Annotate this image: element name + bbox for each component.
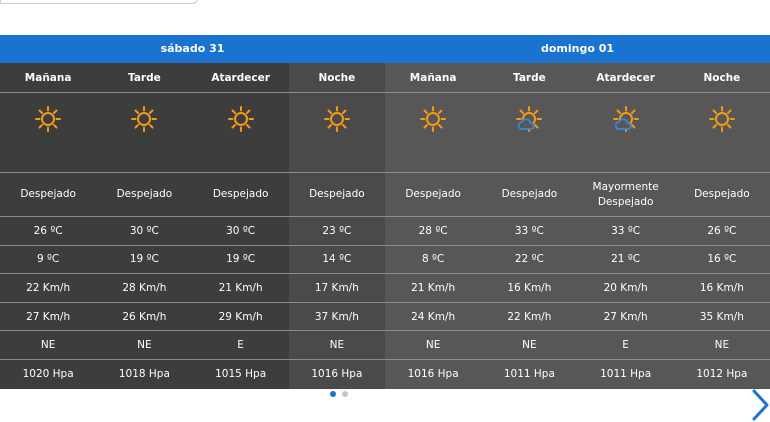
wind-speed: 16 Km/h xyxy=(674,274,770,303)
wind-gust: 22 Km/h xyxy=(481,303,577,332)
weather-icon xyxy=(289,93,385,145)
carousel-pagination xyxy=(330,391,348,397)
wind-gust: 27 Km/h xyxy=(0,303,96,332)
empty-row xyxy=(385,145,481,173)
empty-row xyxy=(193,145,289,173)
period-column xyxy=(193,63,289,389)
sun-icon xyxy=(227,105,255,133)
sun-icon xyxy=(708,105,736,133)
max-temp: 23 ºC xyxy=(289,217,385,246)
wind-gust: 37 Km/h xyxy=(289,303,385,332)
sun-cloud-icon xyxy=(612,105,640,133)
condition-text: Despejado xyxy=(0,173,96,217)
wind-gust: 35 Km/h xyxy=(674,303,770,332)
max-temp: 33 ºC xyxy=(578,217,674,246)
sun-icon xyxy=(130,105,158,133)
period-column xyxy=(289,63,385,389)
wind-speed: 21 Km/h xyxy=(385,274,481,303)
wind-direction: NE xyxy=(481,331,577,360)
pressure: 1011 Hpa xyxy=(600,368,652,381)
condition-text: Despejado xyxy=(385,173,481,217)
wind-speed: 17 Km/h xyxy=(289,274,385,303)
wind-direction: E xyxy=(578,331,674,360)
pagination-dot-1[interactable] xyxy=(330,391,336,397)
weather-icon xyxy=(481,93,577,145)
period-column xyxy=(578,63,674,389)
period-column xyxy=(96,63,192,389)
condition-text: Despejado xyxy=(193,173,289,217)
pressure: 1016 Hpa xyxy=(407,368,459,381)
period-name: Noche xyxy=(674,63,770,93)
min-temp: 19 ºC xyxy=(193,246,289,275)
min-temp: 21 ºC xyxy=(578,246,674,275)
condition-text: Despejado xyxy=(481,173,577,217)
wind-direction: NE xyxy=(0,331,96,360)
max-temp: 30 ºC xyxy=(193,217,289,246)
wind-direction: NE xyxy=(674,331,770,360)
wind-speed: 22 Km/h xyxy=(0,274,96,303)
empty-row xyxy=(578,145,674,173)
wind-gust: 27 Km/h xyxy=(578,303,674,332)
period-name: Mañana xyxy=(385,63,481,93)
wind-direction: E xyxy=(193,331,289,360)
condition-text: Despejado xyxy=(289,173,385,217)
condition-text: Despejado xyxy=(96,173,192,217)
wind-speed: 28 Km/h xyxy=(96,274,192,303)
period-name: Atardecer xyxy=(578,63,674,93)
max-temp: 28 ºC xyxy=(385,217,481,246)
pressure: 1012 Hpa xyxy=(696,368,748,381)
pressure: 1018 Hpa xyxy=(118,368,170,381)
weather-icon xyxy=(578,93,674,145)
empty-row xyxy=(674,145,770,173)
weather-icon xyxy=(674,93,770,145)
period-column xyxy=(481,63,577,389)
day-title-saturday: sábado 31 xyxy=(160,42,225,55)
condition-text: Mayormente Despejado xyxy=(578,173,674,217)
day-panel-saturday xyxy=(0,63,385,389)
sun-icon xyxy=(34,105,62,133)
empty-row xyxy=(481,145,577,173)
period-column xyxy=(0,63,96,389)
max-temp: 26 ºC xyxy=(674,217,770,246)
day-header-bar xyxy=(0,35,770,63)
min-temp: 16 ºC xyxy=(674,246,770,275)
empty-row xyxy=(0,145,96,173)
wind-gust: 26 Km/h xyxy=(96,303,192,332)
weather-icon xyxy=(0,93,96,145)
weather-icon xyxy=(385,93,481,145)
empty-row xyxy=(289,145,385,173)
pagination-dot-2[interactable] xyxy=(342,391,348,397)
day-panel-sunday xyxy=(385,63,770,389)
period-name: Tarde xyxy=(96,63,192,93)
min-temp: 14 ºC xyxy=(289,246,385,275)
max-temp: 30 ºC xyxy=(96,217,192,246)
pressure: 1020 Hpa xyxy=(22,368,74,381)
forecast-carousel xyxy=(0,35,770,389)
wind-speed: 20 Km/h xyxy=(578,274,674,303)
max-temp: 26 ºC xyxy=(0,217,96,246)
period-column xyxy=(385,63,481,389)
weather-icon xyxy=(193,93,289,145)
sun-icon xyxy=(419,105,447,133)
min-temp: 9 ºC xyxy=(0,246,96,275)
pressure: 1016 Hpa xyxy=(311,368,363,381)
period-name: Tarde xyxy=(481,63,577,93)
condition-text: Despejado xyxy=(674,173,770,217)
min-temp: 19 ºC xyxy=(96,246,192,275)
search-input-edge[interactable] xyxy=(0,0,198,4)
pressure: 1011 Hpa xyxy=(503,368,555,381)
wind-direction: NE xyxy=(96,331,192,360)
day-title-sunday: domingo 01 xyxy=(540,42,615,55)
pressure: 1015 Hpa xyxy=(215,368,267,381)
period-name: Mañana xyxy=(0,63,96,93)
wind-gust: 24 Km/h xyxy=(385,303,481,332)
period-name: Atardecer xyxy=(193,63,289,93)
wind-speed: 16 Km/h xyxy=(481,274,577,303)
period-name: Noche xyxy=(289,63,385,93)
wind-speed: 21 Km/h xyxy=(193,274,289,303)
chevron-right-icon[interactable] xyxy=(750,388,770,422)
wind-gust: 29 Km/h xyxy=(193,303,289,332)
min-temp: 8 ºC xyxy=(385,246,481,275)
wind-direction: NE xyxy=(289,331,385,360)
empty-row xyxy=(96,145,192,173)
sun-icon xyxy=(323,105,351,133)
sun-cloud-icon xyxy=(515,105,543,133)
period-column xyxy=(674,63,770,389)
min-temp: 22 ºC xyxy=(481,246,577,275)
wind-direction: NE xyxy=(385,331,481,360)
weather-icon xyxy=(96,93,192,145)
max-temp: 33 ºC xyxy=(481,217,577,246)
forecast-panels xyxy=(0,63,770,389)
